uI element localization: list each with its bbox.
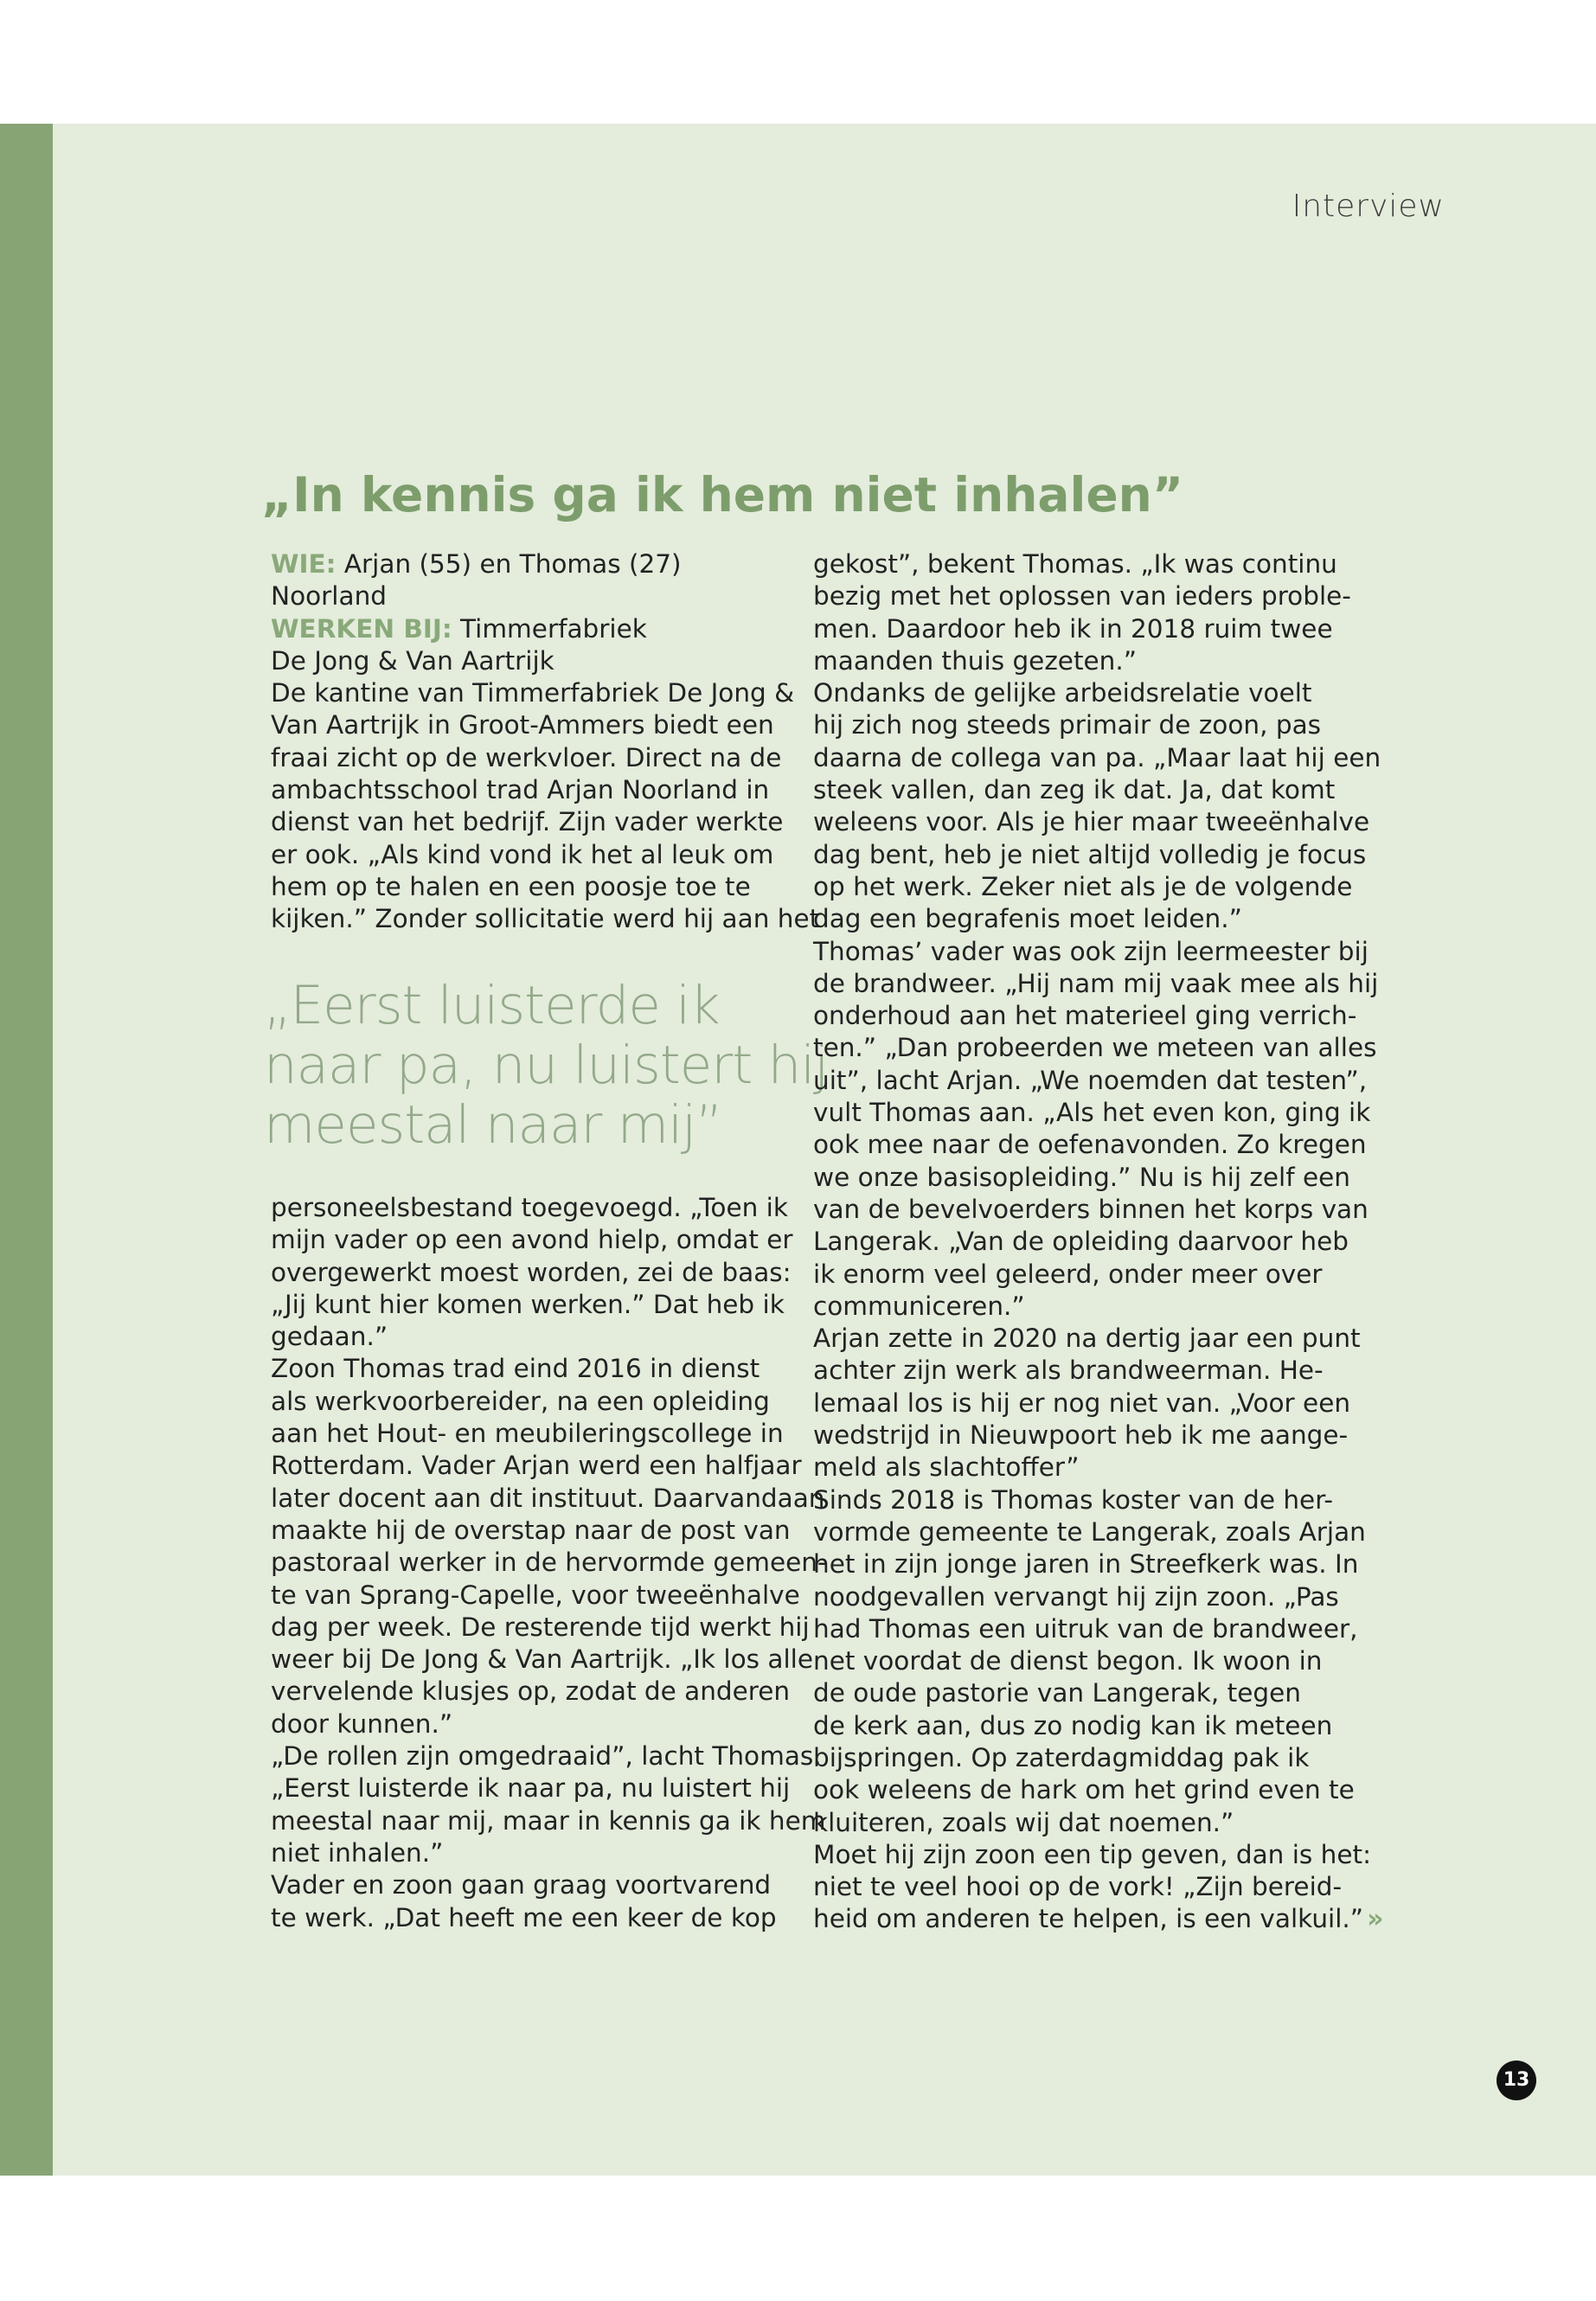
body-line: De kantine van Timmerfabriek De Jong &	[271, 678, 795, 708]
body-line: Ondanks de gelijke arbeidsrelatie voelt	[813, 678, 1312, 708]
body-line: het in zijn jonge jaren in Streefkerk was. In	[813, 1549, 1359, 1580]
body-line: meestal naar mij, maar in kennis ga ik hem	[271, 1805, 826, 1836]
body-line: Sinds 2018 is Thomas koster van de her-	[813, 1484, 1334, 1515]
body-line: dag per week. De resterende tijd werkt hij	[271, 1612, 810, 1642]
body-line: er ook. „Als kind vond ik het al leuk om	[271, 839, 774, 869]
body-line: meld als slachtoffer”	[813, 1452, 1080, 1483]
who-label: WIE:	[271, 549, 337, 579]
body-line: te werk. „Dat heeft me een keer de kop	[271, 1902, 777, 1932]
body-line: Langerak. „Van de opleiding daarvoor heb	[813, 1227, 1349, 1257]
body-line: ambachtsschool trad Arjan Noorland in	[271, 775, 770, 805]
body-line: niet inhalen.”	[271, 1837, 444, 1868]
body-line: uit”, lacht Arjan. „We noemden dat testen”,	[813, 1065, 1368, 1095]
body-line: onderhoud aan het materieel ging verrich-	[813, 1001, 1357, 1031]
body-line: vervelende klusjes op, zodat de anderen	[271, 1676, 791, 1707]
body-line: Moet hij zijn zoon een tip geven, dan is het:	[813, 1839, 1372, 1869]
body-line: Arjan zette in 2020 na dertig jaar een punt	[813, 1324, 1361, 1354]
body-line: Thomas’ vader was ook zijn leermeester bij	[813, 936, 1368, 966]
pull-quote-line: meestal naar mij”	[264, 1094, 722, 1156]
body-line: hem op te halen en een poosje toe te	[271, 871, 751, 901]
body-line: dienst van het bedrijf. Zijn vader werkte	[271, 807, 784, 837]
body-line: vult Thomas aan. „Als het even kon, ging ik	[813, 1098, 1371, 1128]
body-line: dag bent, heb je niet altijd volledig je focus	[813, 839, 1367, 869]
body-line: dag een begrafenis moet leiden.”	[813, 904, 1242, 934]
body-line: bezig met het oplossen van ieders proble-	[813, 581, 1351, 612]
body-line: weer bij De Jong & Van Aartrijk. „Ik los alle	[271, 1644, 814, 1675]
body-line: men. Daardoor heb ik in 2018 ruim twee	[813, 613, 1333, 644]
body-line: van de bevelvoerders binnen het korps van	[813, 1194, 1368, 1224]
body-line: de oude pastorie van Langerak, tegen	[813, 1678, 1301, 1708]
body-line: op het werk. Zeker niet als je de volgende	[813, 871, 1353, 901]
page-number-badge: 13	[1497, 2061, 1536, 2100]
body-line: weleens voor. Als je hier maar tweeënhalve	[813, 807, 1370, 837]
body-line: „De rollen zijn omgedraaid”, lacht Thomas.	[271, 1741, 822, 1772]
body-line: kluiteren, zoals wij dat noemen.”	[813, 1807, 1234, 1837]
body-line: pastoraal werker in de hervormde gemeen-	[271, 1548, 827, 1578]
body-line: Zoon Thomas trad eind 2016 in dienst	[271, 1354, 760, 1384]
body-line: door kunnen.”	[271, 1708, 453, 1739]
body-line: achter zijn werk als brandweerman. He-	[813, 1356, 1324, 1386]
pull-quote-line: naar pa, nu luistert hij	[264, 1035, 829, 1096]
body-line: fraai zicht op de werkvloer. Direct na de	[271, 742, 782, 772]
final-sentence: heid om anderen te helpen, is een valkuil.”	[813, 1904, 1364, 1934]
headline: „In kennis ga ik hem niet inhalen”	[261, 467, 1183, 522]
pull-quote-line: „Eerst luisterde ik	[264, 975, 720, 1036]
body-line: maakte hij de overstap naar de post van	[271, 1515, 791, 1545]
body-line: te van Sprang-Capelle, voor tweeënhalve	[271, 1580, 800, 1610]
body-line: noodgevallen vervangt hij zijn zoon. „Pas	[813, 1581, 1339, 1612]
body-line-last	[813, 1903, 1381, 1935]
body-line: net voordat de dienst begon. Ik woon in	[813, 1646, 1323, 1676]
body-line: gedaan.”	[271, 1322, 388, 1352]
body-line: wedstrijd in Nieuwpoort heb ik me aange-	[813, 1420, 1349, 1451]
body-line: Van Aartrijk in Groot-Ammers biedt een	[271, 710, 774, 740]
column-1-bottom	[271, 1192, 827, 1934]
body-line: had Thomas een uitruk van de brandweer,	[813, 1613, 1358, 1644]
body-line: niet te veel hooi op de vork! „Zijn bereid-	[813, 1872, 1343, 1902]
body-line: maanden thuis gezeten.”	[813, 645, 1138, 676]
body-line: de kerk aan, dus zo nodig kan ik meteen	[813, 1710, 1333, 1740]
works-name: Timmerfabriek	[460, 613, 647, 644]
works-label: WERKEN BIJ:	[271, 613, 452, 644]
works-line	[271, 613, 819, 645]
body-line: overgewerkt moest worden, zei de baas:	[271, 1257, 792, 1287]
column-2	[813, 548, 1381, 1936]
body-line: als werkvoorbereider, na een opleiding	[271, 1386, 770, 1416]
body-line: de brandweer. „Hij nam mij vaak mee als hij	[813, 968, 1379, 998]
body-line: steek vallen, dan zeg ik dat. Ja, dat komt	[813, 775, 1336, 805]
body-line: „Eerst luisterde ik naar pa, nu luistert hij	[271, 1773, 791, 1804]
body-line: ook weleens de hark om het grind even te	[813, 1775, 1355, 1805]
body-line: mijn vader op een avond hielp, omdat er	[271, 1225, 793, 1255]
body-line: kijken.” Zonder sollicitatie werd hij aan het	[271, 904, 820, 934]
body-line: gekost”, bekent Thomas. „Ik was continu	[813, 549, 1337, 579]
body-line: hij zich nog steeds primair de zoon, pas	[813, 710, 1322, 740]
body-line: Rotterdam. Vader Arjan werd een halfjaar	[271, 1451, 802, 1481]
body-line: daarna de collega van pa. „Maar laat hij een	[813, 742, 1381, 772]
side-stripe	[0, 124, 53, 2176]
who-names: Arjan (55) en Thomas (27)	[343, 549, 682, 579]
body-line: vormde gemeente te Langerak, zoals Arjan	[813, 1516, 1366, 1547]
body-line: lemaal los is hij er nog niet van. „Voor een	[813, 1388, 1351, 1418]
continue-arrow-icon: »	[1367, 1904, 1379, 1935]
body-line: ten.” „Dan probeerden we meteen van alles	[813, 1033, 1377, 1063]
works-line-2: De Jong & Van Aartrijk	[271, 645, 554, 676]
body-line: ik enorm veel geleerd, onder meer over	[813, 1259, 1323, 1289]
body-line: later docent aan dit instituut. Daarvandaan	[271, 1483, 825, 1513]
body-line: communiceren.”	[813, 1291, 1025, 1321]
who-line-2: Noorland	[271, 581, 387, 612]
section-label: Interview	[1292, 189, 1445, 224]
who-line	[271, 548, 819, 580]
body-line: we onze basisopleiding.” Nu is hij zelf een	[813, 1162, 1350, 1192]
body-line: ook mee naar de oefenavonden. Zo kregen	[813, 1130, 1367, 1160]
body-line: Vader en zoon gaan graag voortvarend	[271, 1870, 772, 1900]
pull-quote	[264, 976, 828, 1155]
body-line: „Jij kunt hier komen werken.” Dat heb ik	[271, 1289, 785, 1319]
body-line: bijspringen. Op zaterdagmiddag pak ik	[813, 1742, 1310, 1772]
body-line: personeelsbestand toegevoegd. „Toen ik	[271, 1193, 788, 1222]
column-1-top	[271, 548, 819, 936]
body-line: aan het Hout- en meubileringscollege in	[271, 1419, 784, 1449]
